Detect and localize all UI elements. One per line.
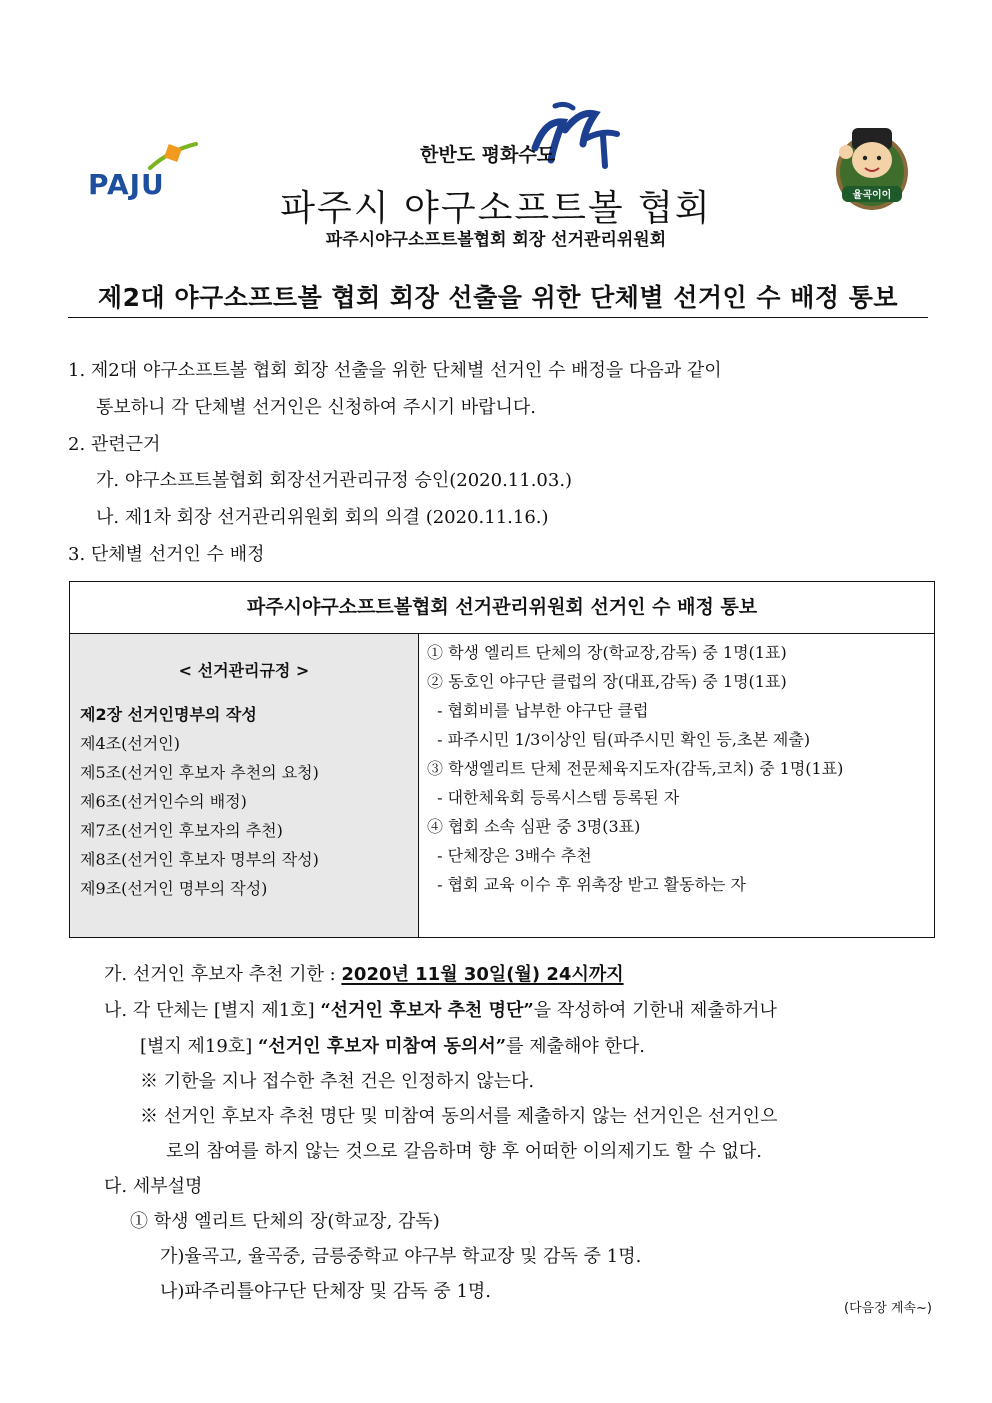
- detail-item-1: ① 학생 엘리트 단체의 장(학교장, 감독): [130, 1211, 440, 1232]
- table-header: 파주시야구소프트볼협회 선거관리위원회 선거인 수 배정 통보: [70, 582, 934, 634]
- allocation-cell: [419, 634, 934, 937]
- document-title: 제2대 야구소프트볼 협회 회장 선출을 위한 단체별 선거인 수 배정 통보: [97, 283, 899, 312]
- allocation-item: - 단체장은 3배수 추천: [427, 846, 592, 865]
- allocation-item: - 파주시민 1/3이상인 팀(파주시민 확인 등,초본 제출): [427, 730, 811, 749]
- allocation-item: - 대한체육회 등록시스템 등록된 자: [427, 788, 680, 807]
- deadline-prefix: 가. 선거인 후보자 추천 기한 :: [104, 964, 342, 985]
- slogan-text: 한반도 평화수도: [420, 144, 556, 166]
- regulation-article: 제4조(선거인): [80, 734, 180, 753]
- submission-text: 를 제출해야 한다.: [506, 1036, 646, 1057]
- title-underline-rule: [68, 317, 928, 318]
- continued-footnote: (다음장 계속~): [844, 1301, 932, 1316]
- submission-text: [별지 제19호]: [140, 1036, 258, 1057]
- allocation-item: ② 동호인 야구단 클럽의 장(대표,감독) 중 1명(1표): [427, 672, 787, 691]
- allocation-item: ① 학생 엘리트 단체의 장(학교장,감독) 중 1명(1표): [427, 643, 787, 662]
- submission-text: 을 작성하여 기한내 제출하거나: [533, 1000, 777, 1021]
- paragraph-2-item-a: 가. 야구소프트볼협회 회장선거관리규정 승인(2020.11.03.): [96, 470, 573, 491]
- paragraph-2-heading: 2. 관련근거: [68, 434, 161, 455]
- form-19-title: “선거인 후보자 미참여 동의서”: [257, 1036, 507, 1057]
- note-2-line-1: ※ 선거인 후보자 추천 명단 및 미참여 동의서를 제출하지 않는 선거인은 선거인으: [140, 1106, 778, 1127]
- form-1-title: “선거인 후보자 추천 명단”: [320, 1000, 534, 1021]
- regulation-article: 제5조(선거인 후보자 추천의 요청): [80, 763, 319, 782]
- paragraph-2-item-b: 나. 제1차 회장 선거관리위원회 회의 의결 (2020.11.16.): [96, 507, 549, 528]
- paragraph-1-line-2: 통보하니 각 단체별 선거인은 신청하여 주시기 바랍니다.: [96, 397, 536, 418]
- association-title: 파주시 야구소프트볼 협회: [280, 188, 712, 229]
- allocation-item: - 협회 교육 이수 후 위촉장 받고 활동하는 자: [427, 875, 747, 894]
- regulation-chapter: 제2장 선거인명부의 작성: [80, 705, 257, 724]
- regulation-cell: [70, 634, 419, 937]
- allocation-item: - 협회비를 납부한 야구단 클럽: [427, 701, 649, 720]
- note-2-line-2: 로의 참여를 하지 않는 것으로 갈음하며 향 후 어떠한 이의제기도 할 수 없다.: [166, 1141, 763, 1162]
- note-1: ※ 기한을 지나 접수한 추천 건은 인정하지 않는다.: [140, 1071, 535, 1092]
- regulation-article: 제9조(선거인 명부의 작성): [80, 879, 268, 898]
- regulation-article: 제8조(선거인 후보자 명부의 작성): [80, 850, 319, 869]
- submission-line-2: [140, 1032, 645, 1058]
- allocation-item: ④ 협회 소속 심판 중 3명(3표): [427, 817, 641, 836]
- deadline-line: [104, 960, 624, 986]
- detail-item-1-a: 가)율곡고, 율곡중, 금릉중학교 야구부 학교장 및 감독 중 1명.: [160, 1246, 642, 1267]
- detail-item-1-b: 나)파주리틀야구단 단체장 및 감독 중 1명.: [160, 1281, 492, 1302]
- mascot-name-text: 율곡이이: [852, 190, 892, 201]
- allocation-table: [69, 581, 935, 938]
- submission-text: 나. 각 단체는 [별지 제1호]: [104, 1000, 321, 1021]
- allocation-item: ③ 학생엘리트 단체 전문체육지도자(감독,코치) 중 1명(1표): [427, 759, 844, 778]
- submission-line-1: [104, 996, 777, 1022]
- committee-title: 파주시야구소프트볼협회 회장 선거관리위원회: [325, 230, 667, 250]
- regulation-title: < 선거관리규정 >: [178, 661, 310, 680]
- paragraph-1-line-1: 1. 제2대 야구소프트볼 협회 회장 선출을 위한 단체별 선거인 수 배정을 다음과 같이: [68, 360, 722, 381]
- paragraph-3-heading: 3. 단체별 선거인 수 배정: [68, 544, 265, 565]
- detail-heading: 다. 세부설명: [104, 1176, 203, 1197]
- deadline-value: 2020년 11월 30일(월) 24시까지: [341, 964, 624, 985]
- regulation-article: 제7조(선거인 후보자의 추천): [80, 821, 283, 840]
- paju-logo-text: PAJU: [88, 168, 165, 201]
- regulation-article: 제6조(선거인수의 배정): [80, 792, 247, 811]
